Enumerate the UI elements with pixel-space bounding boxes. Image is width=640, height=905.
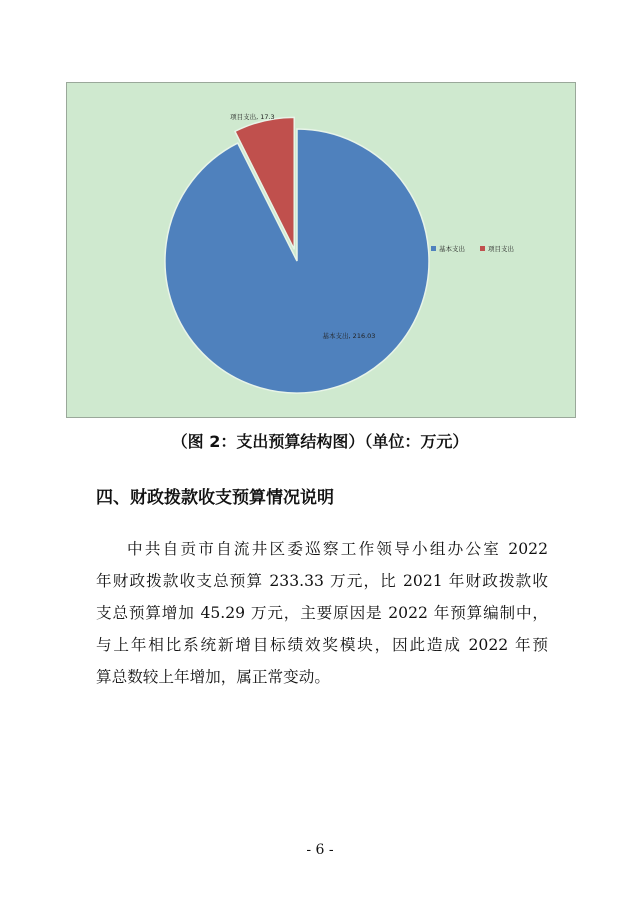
- section-heading: 四、财政拨款收支预算情况说明: [96, 488, 334, 508]
- paragraph-line: 算总数较上年增加，属正常变动。: [96, 668, 330, 686]
- pie-chart: [67, 83, 577, 419]
- legend-swatch-basic: [431, 246, 436, 251]
- pie-slices: [165, 117, 429, 393]
- data-label-project: 项目支出, 17.3: [230, 113, 275, 122]
- legend-label-project: 项目支出: [488, 245, 514, 253]
- legend-label-basic: 基本支出: [439, 245, 465, 253]
- paragraph-line: 年财政拨款收支总预算 233.33 万元，比 2021 年财政拨款收: [96, 572, 548, 590]
- body-paragraph: [96, 533, 548, 693]
- paragraph-line: 与上年相比系统新增目标绩效奖模块，因此造成 2022 年预: [96, 636, 548, 654]
- figure-caption: （图 2：支出预算结构图）（单位：万元）: [171, 432, 469, 451]
- legend-swatch-project: [480, 246, 485, 251]
- data-label-basic: 基本支出, 216.03: [322, 332, 376, 340]
- page-number: - 6 -: [306, 842, 334, 858]
- pie-slice-basic: [165, 129, 429, 393]
- paragraph-line: 中共自贡市自流井区委巡察工作领导小组办公室 2022: [127, 540, 548, 558]
- legend: [431, 244, 514, 253]
- paragraph-line: 支总预算增加 45.29 万元，主要原因是 2022 年预算编制中，: [96, 604, 548, 622]
- pie-chart-area: [66, 82, 576, 418]
